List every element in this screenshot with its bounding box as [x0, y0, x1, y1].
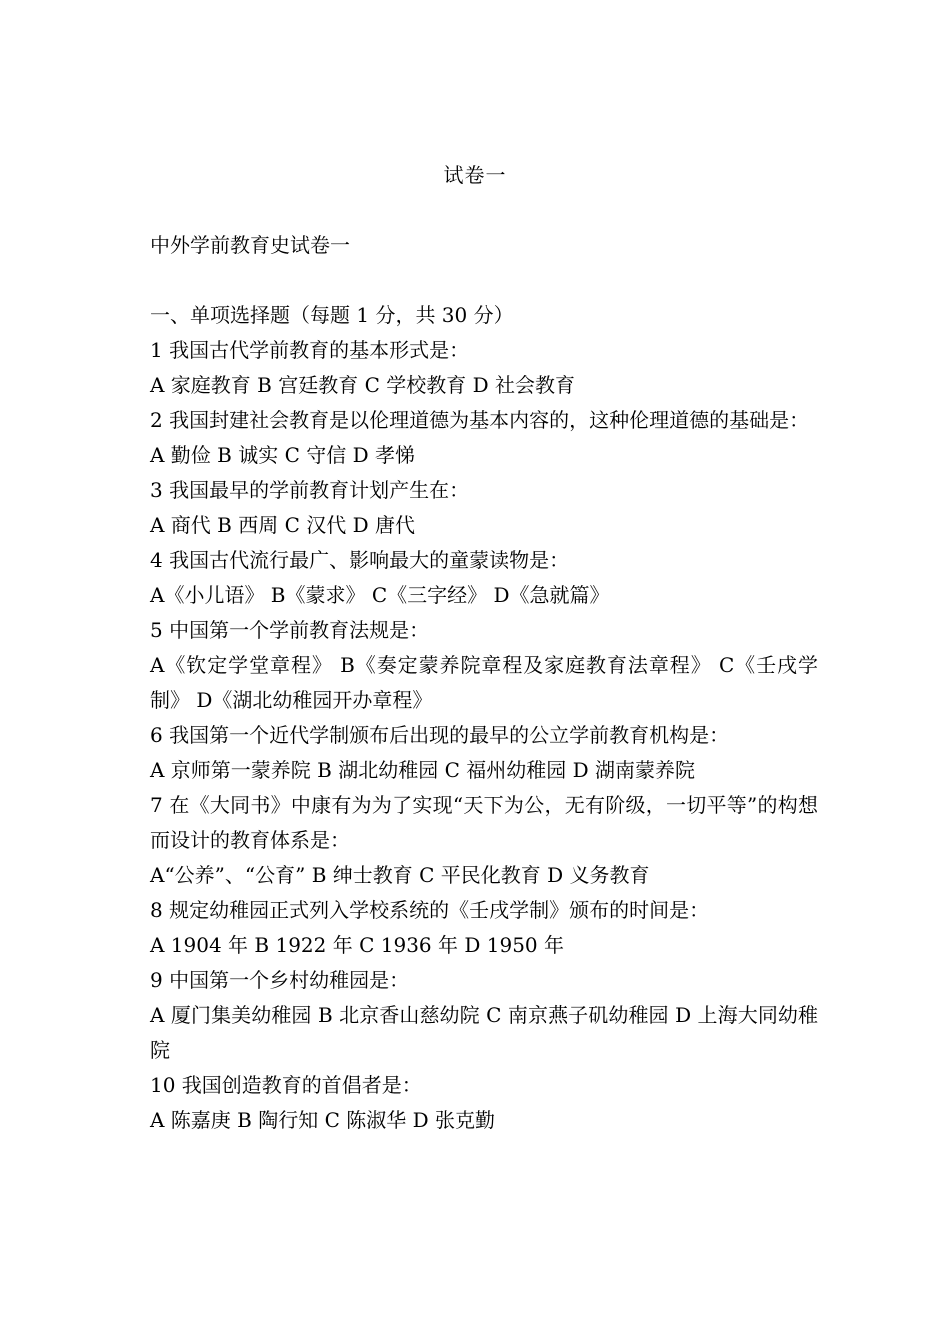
question-8-options: A 1904 年 B 1922 年 C 1936 年 D 1950 年 — [150, 933, 565, 957]
question-3-options: A 商代 B 西周 C 汉代 D 唐代 — [150, 513, 415, 537]
question-2-options: A 勤俭 B 诚实 C 守信 D 孝悌 — [150, 443, 415, 467]
exam-name: 中外学前教育史试卷一 — [150, 233, 350, 257]
question-5-options: A《钦定学堂章程》 B《奏定蒙养院章程及家庭教育法章程》 C《壬戌学制》 D《湖北幼稚园开办章程》 — [150, 653, 818, 712]
question-4-options: A《小儿语》 B《蒙求》 C《三字经》 D《急就篇》 — [150, 583, 610, 607]
question-6-options: A 京师第一蒙养院 B 湖北幼稚园 C 福州幼稚园 D 湖南蒙养院 — [150, 758, 695, 782]
question-1-stem: 1 我国古代学前教育的基本形式是： — [150, 338, 470, 362]
question-4-stem: 4 我国古代流行最广、影响最大的童蒙读物是： — [150, 548, 570, 572]
question-9-stem: 9 中国第一个乡村幼稚园是： — [150, 968, 410, 992]
question-10-options: A 陈嘉庚 B 陶行知 C 陈淑华 D 张克勤 — [150, 1108, 495, 1132]
question-1-options: A 家庭教育 B 宫廷教育 C 学校教育 D 社会教育 — [150, 373, 575, 397]
question-section — [150, 298, 818, 1138]
question-5-stem: 5 中国第一个学前教育法规是： — [150, 618, 430, 642]
question-7-stem: 7 在《大同书》中康有为为了实现“天下为公，无有阶级，一切平等”的构想而设计的教育体系是： — [150, 793, 818, 852]
question-8-stem: 8 规定幼稚园正式列入学校系统的《壬戌学制》颁布的时间是： — [150, 898, 710, 922]
document-title: 试卷一 — [443, 163, 507, 187]
question-2-stem: 2 我国封建社会教育是以伦理道德为基本内容的，这种伦理道德的基础是： — [150, 408, 810, 432]
question-3-stem: 3 我国最早的学前教育计划产生在： — [150, 478, 470, 502]
question-10-stem: 10 我国创造教育的首倡者是： — [150, 1073, 422, 1097]
question-7-options: A“公养”、“公育” B 绅士教育 C 平民化教育 D 义务教育 — [150, 863, 650, 887]
question-6-stem: 6 我国第一个近代学制颁布后出现的最早的公立学前教育机构是： — [150, 723, 730, 747]
section-heading: 一、单项选择题（每题 1 分，共 30 分） — [150, 303, 514, 327]
question-9-options: A 厦门集美幼稚园 B 北京香山慈幼院 C 南京燕子矶幼稚园 D 上海大同幼稚院 — [150, 1003, 818, 1062]
